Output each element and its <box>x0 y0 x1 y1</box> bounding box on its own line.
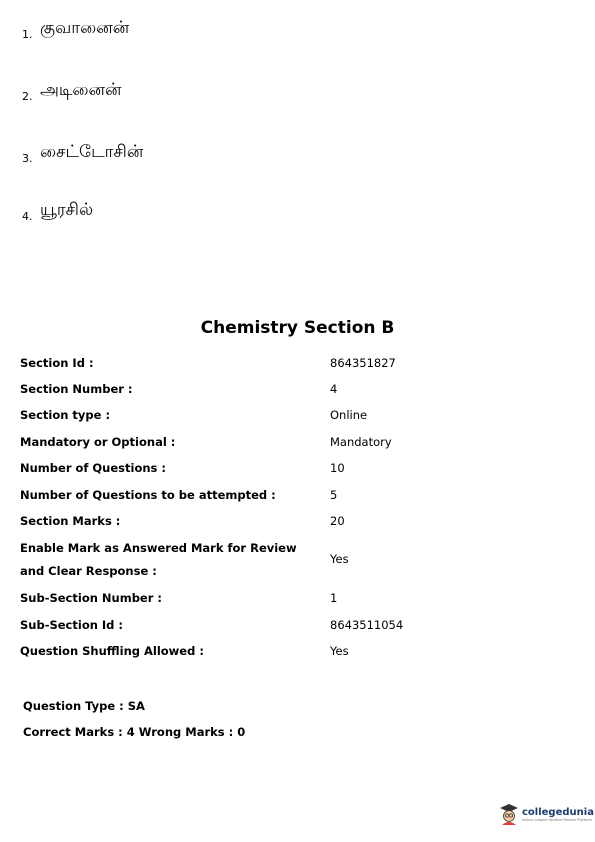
row-label: Enable Mark as Answered Mark for Review and Clear Response : <box>20 541 297 578</box>
option-text: சைட்டோசின் <box>40 142 144 162</box>
question-marks: Correct Marks : 4 Wrong Marks : 0 <box>23 725 246 739</box>
logo-tagline: India's Largest Student Review Platform <box>522 817 592 822</box>
row-label: Sub-Section Number : <box>20 591 163 605</box>
graduate-icon <box>499 803 519 825</box>
option-number: 1. <box>22 28 33 41</box>
row-label: Section Marks : <box>20 514 121 528</box>
row-value: 4 <box>330 382 338 396</box>
option-3 <box>22 142 143 165</box>
row-label: Mandatory or Optional : <box>20 435 176 449</box>
option-number: 4. <box>22 210 33 223</box>
row-value: 8643511054 <box>330 618 404 632</box>
row-value: Online <box>330 408 368 422</box>
option-number: 2. <box>22 90 33 103</box>
collegedunia-logo <box>499 803 594 825</box>
question-type: Question Type : SA <box>23 699 145 713</box>
logo-name: collegedunia <box>522 806 594 818</box>
row-label: Section Number : <box>20 382 133 396</box>
row-label: Number of Questions : <box>20 461 166 475</box>
row-value: 10 <box>330 461 345 475</box>
option-number: 3. <box>22 152 33 165</box>
option-text: யூரசில் <box>40 200 94 220</box>
option-2 <box>22 80 121 103</box>
row-value: 864351827 <box>330 356 396 370</box>
option-text: அடினைன் <box>40 80 122 100</box>
row-label: Question Shuffling Allowed : <box>20 644 204 658</box>
row-value: Yes <box>330 552 349 566</box>
row-label: Section type : <box>20 408 111 422</box>
row-value: 20 <box>330 514 345 528</box>
row-value: 5 <box>330 488 338 502</box>
row-value: 1 <box>330 591 338 605</box>
row-label: Section Id : <box>20 356 94 370</box>
row-label: Sub-Section Id : <box>20 618 124 632</box>
option-1 <box>22 18 129 41</box>
option-4 <box>22 200 93 223</box>
section-title: Chemistry Section B <box>200 318 395 338</box>
row-label: Number of Questions to be attempted : <box>20 488 276 502</box>
row-value: Mandatory <box>330 435 392 449</box>
row-value: Yes <box>330 644 349 658</box>
option-text: குவானைன் <box>40 18 130 38</box>
